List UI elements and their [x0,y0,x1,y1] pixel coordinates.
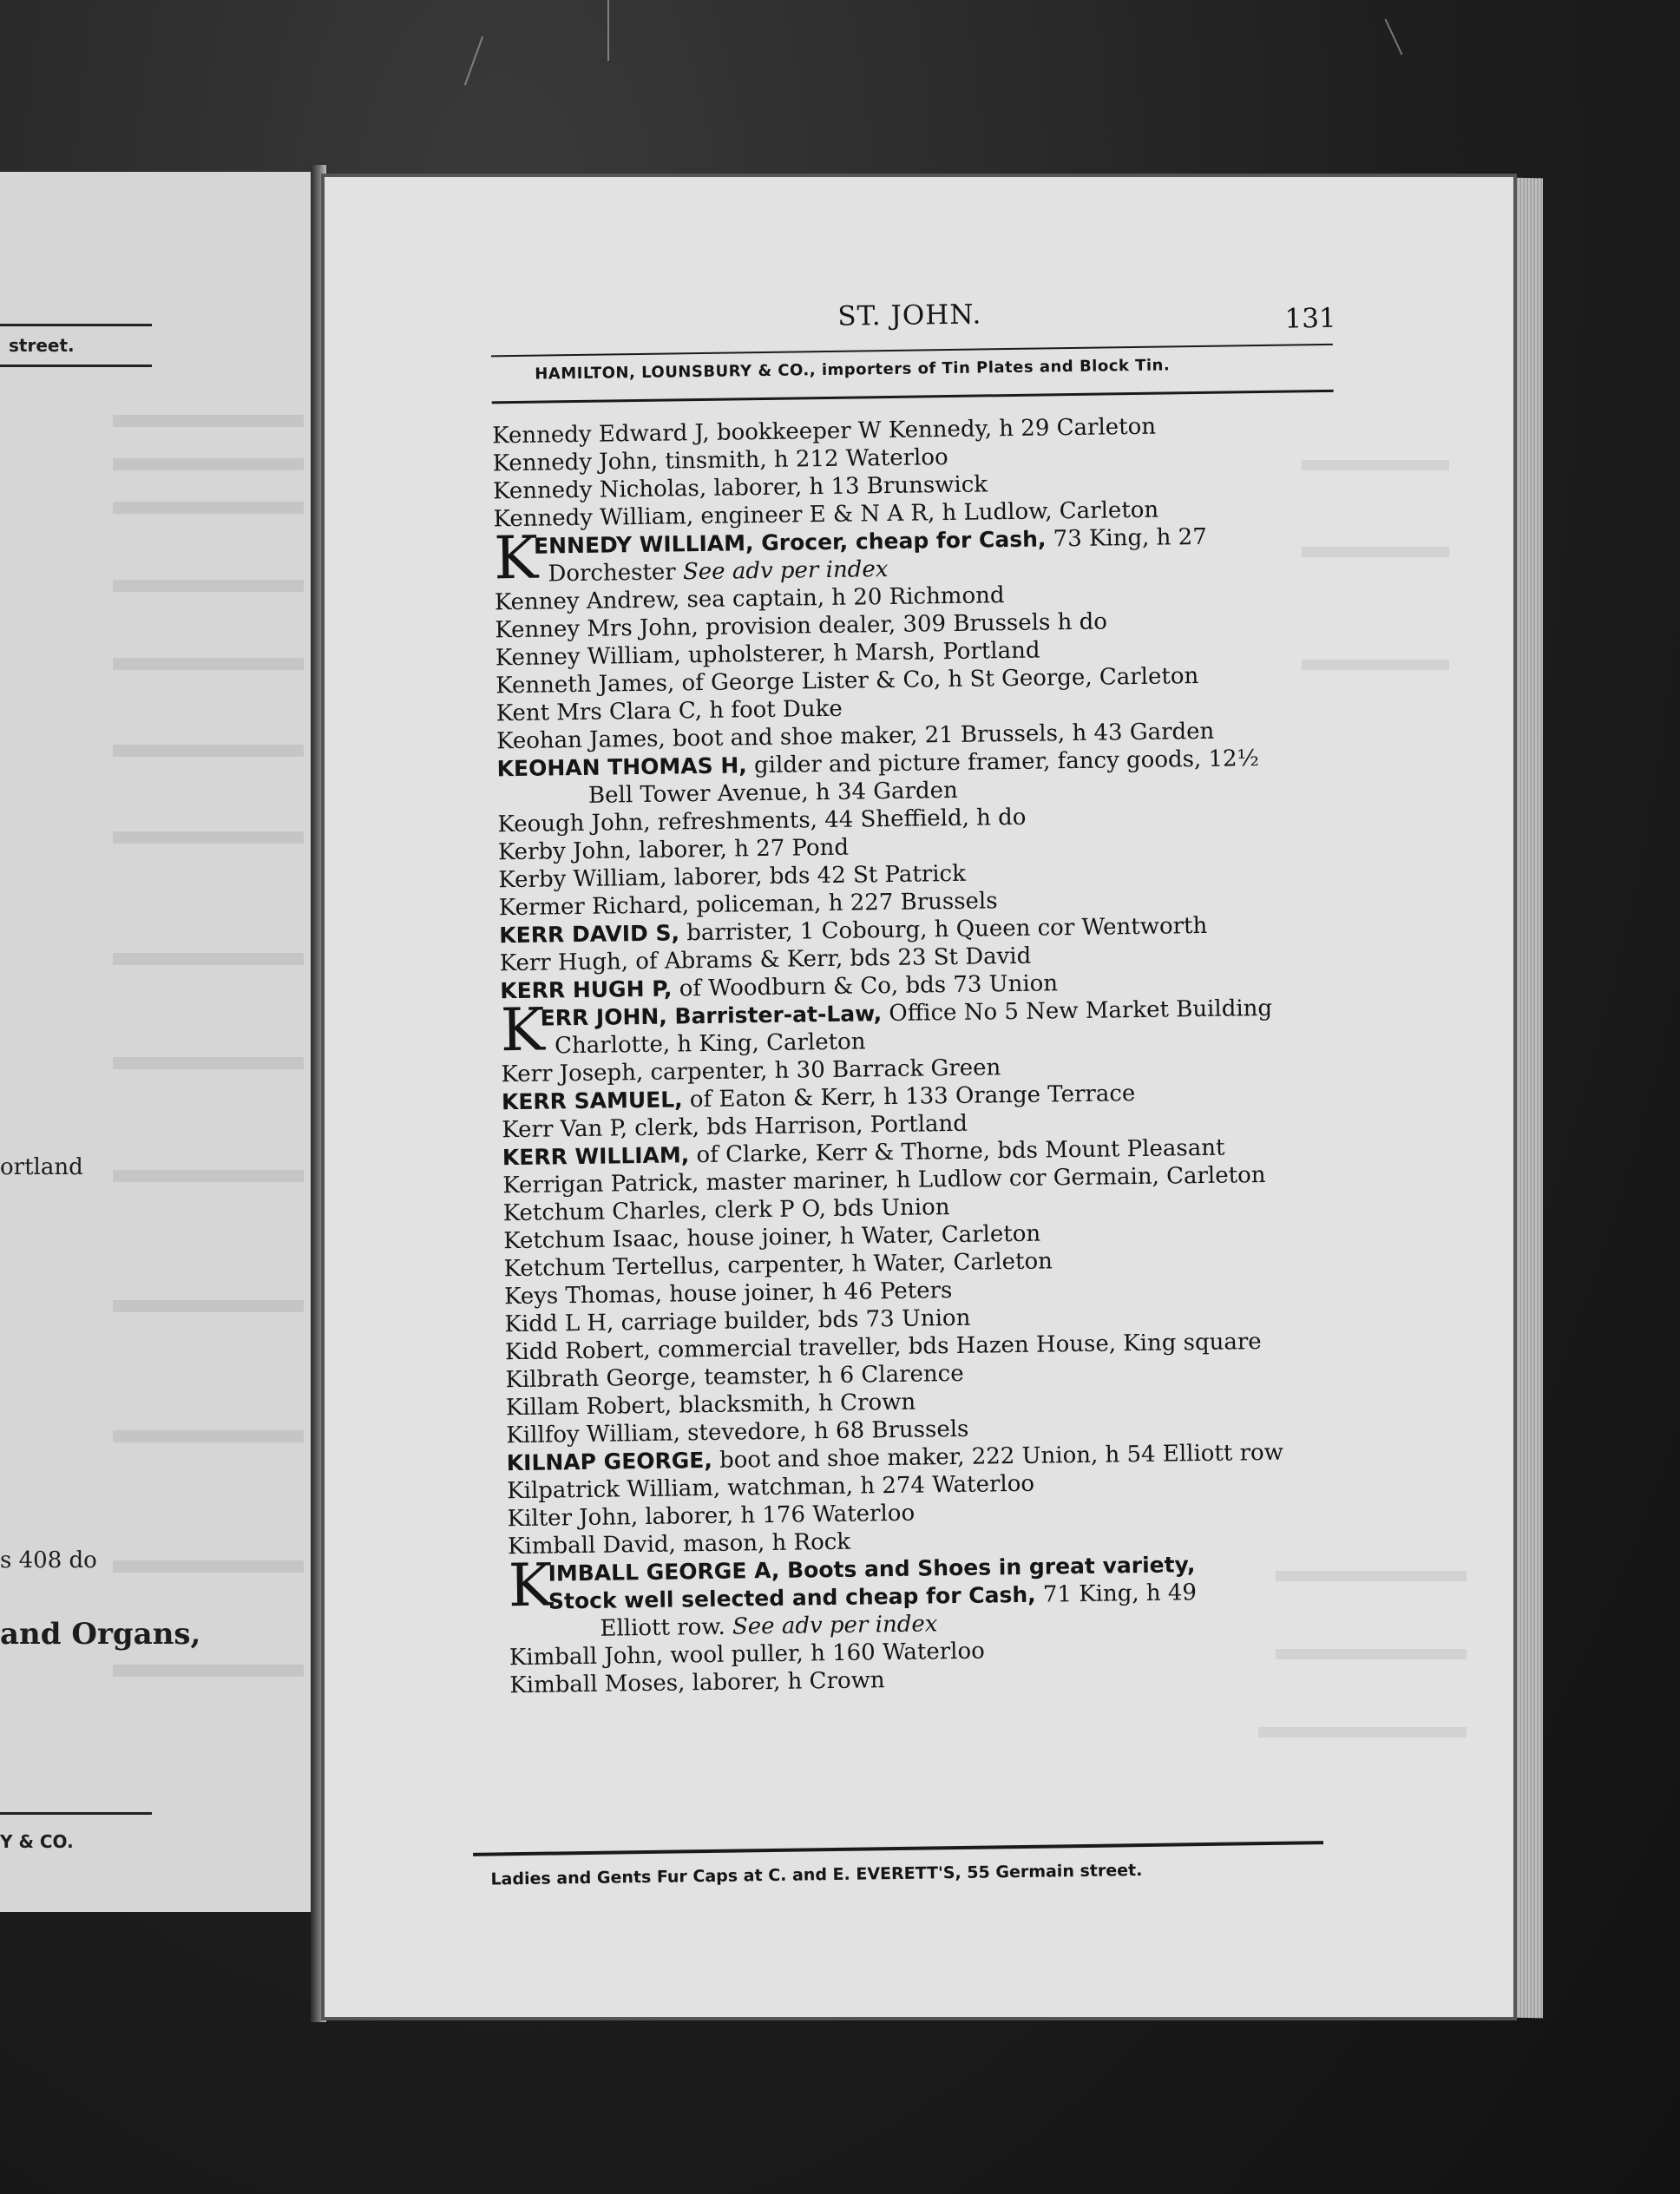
entry-details: laborer, h 13 Brunswick [705,471,988,502]
directory-entries [492,411,1368,1700]
film-scratch [607,0,609,61]
entry-details: carpenter, h Water, Carleton [719,1248,1053,1279]
entry-details: master mariner, h Ludlow cor Germain, Carleton [699,1161,1266,1197]
entry-name: Kerr Joseph, [501,1059,644,1088]
entry-name: Kerby John, [497,838,633,866]
page-city-header: ST. JOHN. [837,299,982,332]
bleed-through-text [113,745,304,757]
entry-details: clerk, bds Harrison, Portland [627,1110,968,1142]
entry-name: Kilpatrick William, [507,1475,721,1505]
entry-details: Charlotte, h King, Carleton [554,1028,866,1060]
entry-details: mason, h Rock [675,1528,851,1558]
left-page-rule [0,1812,152,1815]
entry-name: Ketchum Isaac, [503,1225,680,1255]
entry-details: of Eaton & Kerr, h 133 Orange Terrace [682,1081,1136,1113]
entry-details: of Abrams & Kerr, bds 23 St David [627,943,1032,975]
entry-name: KEOHAN THOMAS H, [496,752,747,782]
page-number: 131 [1284,302,1336,335]
entry-name: Ketchum Charles, [502,1197,708,1227]
bleed-through-text [113,1430,304,1442]
page-content [451,283,1359,1944]
entry-name: ERR JOHN, [540,1003,668,1031]
footer-rule [473,1841,1323,1856]
header-rule [492,390,1334,404]
entry-details: of Clarke, Kerr & Thorne, bds Mount Pleasant [689,1134,1225,1169]
entry-name: Killam Robert, [505,1392,673,1422]
entry-name: Kennedy Nicholas, [492,475,707,505]
entry-details: teamster, h 6 Clarence [696,1360,964,1391]
entry-details: 73 King, h 27 [1046,523,1207,553]
bleed-through-text [113,502,304,514]
entry-name: Kerr Van P, [502,1115,628,1144]
entry-details: commercial traveller, bds Hazen House, King square [650,1329,1262,1363]
running-advertisement-head: HAMILTON, LOUNSBURY & CO., importers of Tin Plates and Block Tin. [535,356,1171,384]
bleed-through-text [113,831,304,844]
bleed-through-text [113,458,304,470]
bleed-through-text [113,953,304,965]
entry-details: engineer E & N A R, h Ludlow, Carleton [692,496,1159,530]
entry-details: provision dealer, 309 Brussels h do [698,608,1108,641]
bleed-through-text [113,580,304,592]
bleed-through-text [113,1057,304,1069]
left-page-fragment: and Organs, [0,1617,201,1652]
entry-details: laborer, bds 42 St Patrick [666,860,967,891]
entry-name: Kent Mrs Clara C, [495,698,703,727]
entry-details: carriage builder, bds 73 Union [614,1304,971,1337]
entry-name: Ketchum Tertellus, [503,1252,721,1283]
featured-entry [508,1548,1368,1644]
entry-details: of Woodburn & Co, bds 73 Union [672,970,1059,1002]
entry-details: house joiner, h 46 Peters [661,1278,953,1308]
entry-details: house joiner, h Water, Carleton [679,1220,1041,1252]
entry-emphasis: Grocer, cheap for Cash, [753,526,1047,556]
drop-capital: K [500,995,546,1066]
entry-details: blacksmith, h Crown [671,1389,916,1419]
entry-name: IMBALL GEORGE A, [548,1557,780,1586]
entry-details: Dorchester [548,559,676,588]
bleed-through-text [113,1665,304,1677]
entry-details: sea captain, h 20 Richmond [679,582,1005,614]
entry-name: KERR HUGH P, [499,975,673,1004]
entry-name: Kidd Robert, [504,1337,651,1366]
entry-name: KERR SAMUEL, [501,1087,683,1115]
entry-details: refreshments, 44 Sheffield, h do [650,804,1027,836]
entry-name: KILNAP GEORGE, [506,1447,713,1476]
entry-details: wool puller, h 160 Waterloo [662,1638,986,1669]
entry-details: policeman, h 227 Brussels [688,888,998,919]
entry-details: watchman, h 274 Waterloo [719,1470,1035,1501]
entry-name: KERR WILLIAM, [502,1142,690,1171]
header-rule [491,344,1333,358]
entry-details: tinsmith, h 212 Waterloo [657,444,948,475]
entry-details: laborer, h 27 Pond [631,834,850,864]
entry-details: Office No 5 New Market Building [881,995,1273,1028]
entry-details: 71 King, h 49 [1035,1580,1198,1608]
entry-details: boot and shoe maker, 21 Brussels, h 43 Garden [665,718,1215,752]
entry-name: Kerby William, [498,864,667,894]
entry-name: Kimball David, [507,1531,677,1560]
entry-name: Kerrigan Patrick, [502,1170,699,1199]
entry-emphasis: Barrister-at-Law, [666,1001,883,1029]
entry-name: Kimball Moses, [509,1670,686,1699]
left-page-fragment: ortland [0,1154,83,1180]
previous-page [0,172,318,1912]
entry-details: stevedore, h 68 Brussels [679,1416,969,1447]
entry-details: carpenter, h 30 Barrack Green [643,1054,1001,1086]
bleed-through-text [113,658,304,670]
entry-details: of George Lister & Co, h St George, Carleton [674,663,1199,697]
left-page-rule [0,324,152,326]
entry-emphasis: Boots and Shoes in great variety, [779,1552,1196,1583]
bleed-through-text [113,1170,304,1182]
entry-name: Kermer Richard, [498,892,690,922]
entry-name: Kenney William, [495,642,681,672]
drop-capital: K [493,523,539,594]
entry-details: clerk P O, bds Union [706,1194,950,1224]
entry-name: Kenneth James, [495,670,675,700]
advert-reference: See adv per index [682,556,889,586]
entry-name: Kenney Mrs John, [495,614,699,644]
entry-name: Kennedy William, [493,503,694,533]
entry-name: Kimball John, [509,1642,664,1672]
entry-name: Kilbrath George, [505,1364,698,1394]
advert-reference: See adv per index [732,1611,938,1640]
left-page-fragment: s 408 do [0,1547,97,1573]
entry-name: Kennedy Edward J, [492,419,710,450]
entry-name: Keough John, [497,809,651,838]
left-page-header: street. [9,335,75,356]
bleed-through-text [113,415,304,427]
entry-name: Kerr Hugh, [499,949,629,977]
entry-details: h foot Duke [701,695,843,725]
bleed-through-text [113,1560,304,1573]
entry-details: laborer, h 176 Waterloo [637,1500,915,1531]
entry-name: ENNEDY WILLIAM, [533,530,754,559]
entry-name: Keys Thomas, [503,1281,663,1310]
entry-details: Elliott row. [600,1613,725,1642]
entry-name: Keohan James, [495,726,666,755]
entry-details: gilder and picture framer, fancy goods, 12½ [746,746,1259,779]
entry-details: barrister, 1 Cobourg, h Queen cor Wentworth [679,912,1208,947]
entry-details: Bell Tower Avenue, h 34 Garden [587,777,958,809]
bleed-through-text [113,1300,304,1312]
entry-name: Kidd L H, [504,1310,614,1338]
entry-details: boot and shoe maker, 222 Union, h 54 Elliott row [712,1439,1284,1474]
entry-name: Kenney Andrew, [494,587,680,616]
entry-name: Kennedy John, [492,448,659,477]
entry-details: bookkeeper W Kennedy, h 29 Carleton [709,413,1157,446]
entry-emphasis: Stock well selected and cheap for Cash, [548,1581,1036,1614]
drop-capital: K [508,1551,554,1621]
entry-name: KERR DAVID S, [499,920,680,949]
page-footer-advertisement: Ladies and Gents Fur Caps at C. and E. EVERETT'S, 55 Germain street. [490,1861,1143,1889]
entry-name: Kilter John, [507,1504,639,1533]
entry-name: Killfoy William, [506,1420,681,1449]
left-page-rule [0,365,152,367]
left-page-footer: Y & CO. [0,1831,74,1852]
entry-details: upholsterer, h Marsh, Portland [680,637,1040,669]
entry-details: laborer, h Crown [685,1667,885,1697]
